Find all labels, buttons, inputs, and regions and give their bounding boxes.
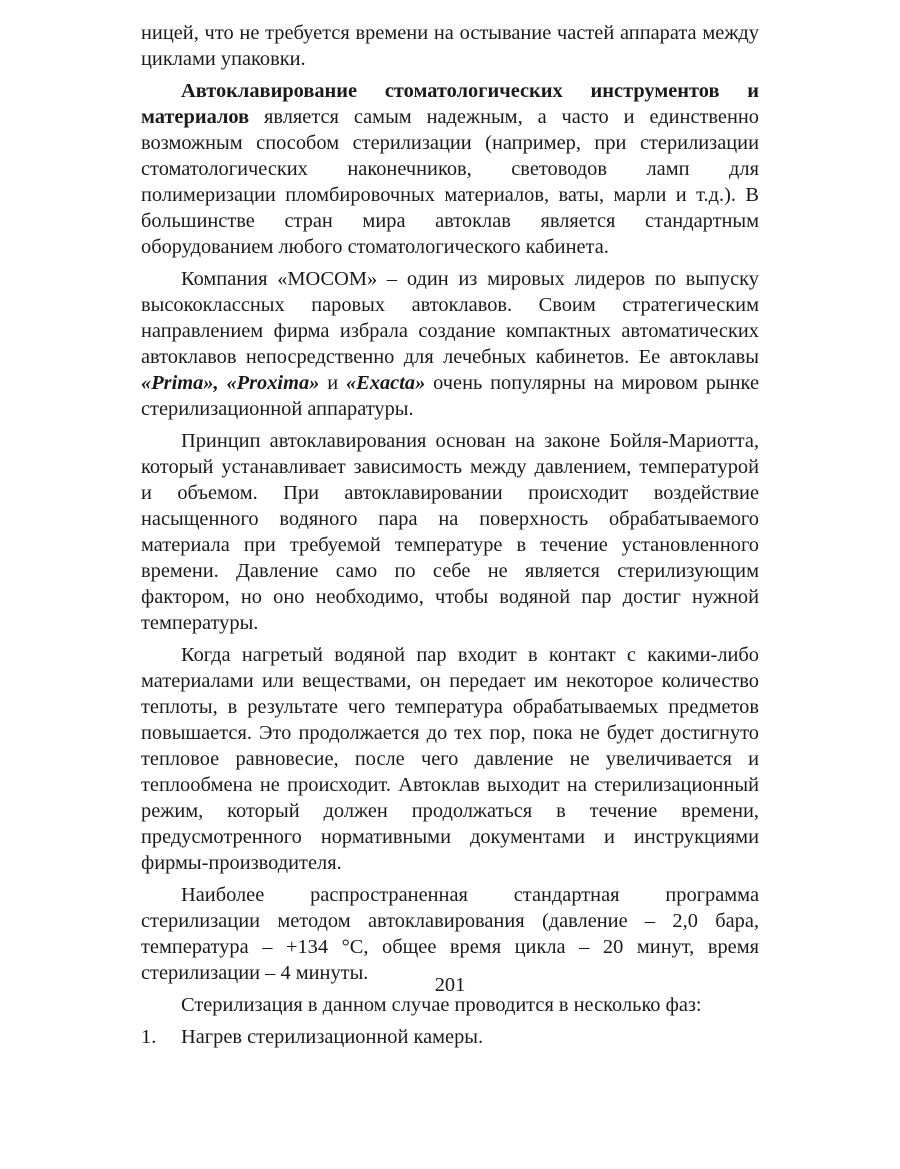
paragraph	[141, 882, 759, 986]
paragraph	[141, 266, 759, 422]
paragraph-text: Компания «МОСОМ» – один из мировых лидеров по выпуску высококлассных паровых автоклавов. Своим стратегическим направлением фирма избрала создание компактных автоматических автоклавов непосредственно для лечебных кабинетов. Ее автоклавы	[141, 268, 759, 368]
paragraph-text: Наиболее распространенная стандартная программа стерилизации методом автоклавирования (давление – 2,0 бара, температура – +134 °С, общее время цикла – 20 минут, время стерилизации – 4 минуты.	[141, 884, 759, 984]
page-number: 201	[434, 974, 466, 996]
paragraph-text: Когда нагретый водяной пар входит в контакт с какими-либо материалами или веществами, он передает им некоторое количество теплоты, в результате чего температура обрабатываемых предметов повышается. Это продолжается до тех пор, пока не будет достигнуто тепловое равновесие, после чего давление не увеличивается и теплообмена не происходит. Автоклав выходит на стерилизационный режим, который должен продолжаться в течение времени, предусмотренного нормативными документами и инструкциями фирмы-производителя.	[141, 644, 759, 874]
paragraph-text: Принцип автоклавирования основан на законе Бойля-Мариотта, который устанавливает зависимость между давлением, температурой и объемом. При автоклавировании происходит воздействие насыщенного водяного пара на поверхность обрабатываемого материала при требуемой температуре в течение установленного времени. Давление само по себе не является стерилизующим фактором, но оно необходимо, чтобы водяной пар достиг нужной температуры.	[141, 430, 759, 634]
paragraph-text: ницей, что не требуется времени на остывание частей аппарата между циклами упаковки.	[141, 22, 759, 70]
paragraph-text: очень популярны на мировом рынке стерилизационной аппаратуры.	[141, 372, 760, 420]
emphasis-text: «Prima», «Proxima»	[141, 372, 320, 394]
paragraph-text: Стерилизация в данном случае проводится в несколько фаз:	[181, 994, 702, 1016]
list-item-text: Нагрев стерилизационной камеры.	[181, 1026, 484, 1048]
list-item-number: 1.	[141, 1026, 157, 1048]
paragraphs-container	[141, 20, 759, 1018]
paragraph	[141, 428, 759, 636]
page-text-body	[141, 20, 759, 1050]
emphasis-text: «Exacta»	[345, 372, 426, 394]
paragraph	[141, 20, 759, 72]
paragraph-text: и	[319, 372, 346, 394]
paragraph-text: является самым надежным, а часто и единственно возможным способом стерилизации (например, при стерилизации стоматологических наконечников, световодов ламп для полимеризации пломбировочных материалов, ваты, марли и т.д.). В большинстве стран мира автоклав является стандартным оборудованием любого стоматологического кабинета.	[141, 106, 759, 258]
emphasis-text: Автоклавирование стоматологических инструментов и материалов	[141, 80, 759, 128]
paragraph	[141, 78, 759, 260]
numbered-list	[141, 1024, 759, 1050]
paragraph	[141, 642, 759, 876]
list-item	[141, 1024, 759, 1050]
